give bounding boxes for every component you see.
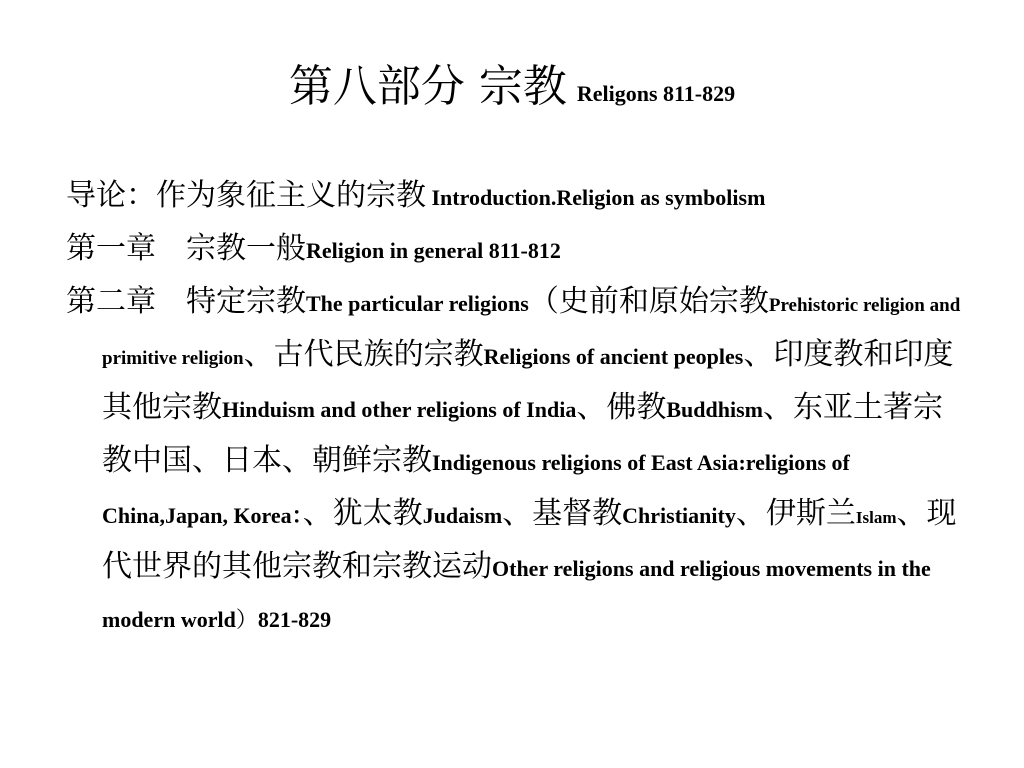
east-asia-chinese: 、东亚土著宗教中国、日本、朝鲜宗教 xyxy=(102,390,943,478)
buddhism-chinese: 、佛教 xyxy=(576,390,667,425)
slide-title xyxy=(0,50,1024,114)
modern-religions-range: 821-829 xyxy=(257,607,332,632)
islam-english: Islam xyxy=(855,508,897,527)
chapter-1-english: Religion in general 811-812 xyxy=(306,238,561,263)
hinduism-english: Hinduism and other religions of India xyxy=(222,397,577,422)
modern-religions-english: Other religions and religious movements in the modern world xyxy=(102,556,931,632)
title-english: Religons 811-829 xyxy=(576,81,736,106)
introduction-english: Introduction.Religion as symbolism xyxy=(426,185,766,210)
list-item-chapter-1 xyxy=(66,225,966,278)
islam-chinese: 、伊斯兰 xyxy=(735,496,856,531)
christianity-english: Christianity xyxy=(622,503,736,528)
closing-paren: ） xyxy=(235,608,258,633)
ancient-peoples-english: Religions of ancient peoples xyxy=(483,344,744,369)
judaism-english: Judaism xyxy=(422,503,503,528)
chapter-1-chinese: 第一章 宗教一般 xyxy=(66,231,306,266)
list-item-introduction xyxy=(66,172,966,225)
ancient-peoples-chinese: 、古代民族的宗教 xyxy=(243,337,484,372)
content-list xyxy=(66,172,966,647)
judaism-chinese: 、犹太教 xyxy=(302,496,423,531)
introduction-chinese: 导论：作为象征主义的宗教 xyxy=(66,178,426,213)
list-item-chapter-2 xyxy=(66,278,966,647)
modern-religions-chinese: 、现代世界的其他宗教和宗教运动 xyxy=(102,496,957,584)
title-chinese: 第八部分 宗教 xyxy=(288,61,567,112)
east-asia-english: Indigenous religions of East Asia:religions of China,Japan, Korea： xyxy=(102,450,850,528)
buddhism-english: Buddhism xyxy=(666,397,763,422)
prehistoric-english: Prehistoric religion and primitive religion xyxy=(102,295,961,369)
hinduism-chinese: 、印度教和印度其他宗教 xyxy=(102,337,954,425)
prehistoric-chinese: （史前和原始宗教 xyxy=(528,284,769,319)
christianity-chinese: 、基督教 xyxy=(502,496,623,531)
particular-religions-english: The particular religions xyxy=(306,291,529,316)
chapter-2-chinese: 第二章 特定宗教 xyxy=(66,284,306,319)
